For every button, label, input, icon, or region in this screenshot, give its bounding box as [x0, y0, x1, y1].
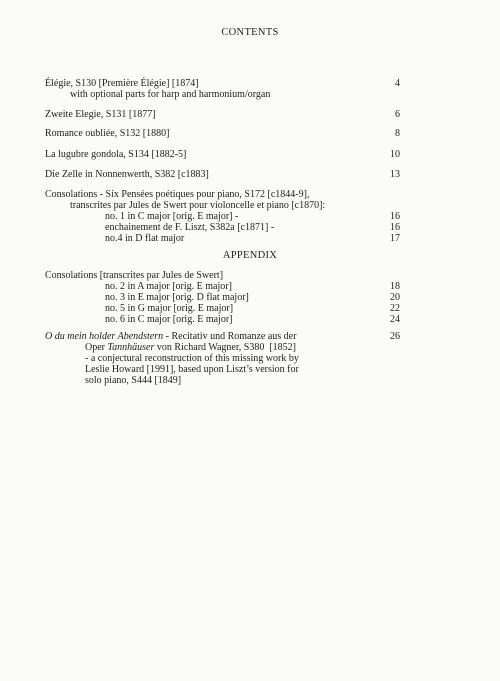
page-number: 24 — [390, 314, 400, 325]
item-label: no. 2 in A major [orig. E major] — [105, 281, 232, 292]
text-fragment: Oper — [85, 342, 108, 353]
entry-note: solo piano, S444 [1849] — [85, 375, 182, 386]
item-label: no.4 in D flat major — [105, 233, 185, 244]
entry-romance-oubliee — [45, 128, 400, 139]
item-label: no. 6 in C major [orig. E major] — [105, 314, 233, 325]
appendix-entry-abendstern — [45, 331, 400, 386]
appendix-entry-consolations — [45, 270, 400, 325]
entry-title-text: Élégie, S130 [Première Élégie] [1874] — [45, 78, 199, 89]
entry-title — [45, 331, 400, 342]
item-label: enchainement de F. Liszt, S382a [c1871] - — [105, 222, 275, 233]
page-number: 18 — [390, 281, 400, 292]
page-number: 16 — [390, 222, 400, 233]
entry-title-italic: O du mein holder Abendstern — [45, 331, 164, 342]
item-label: no. 3 in E major [orig. D flat major] — [105, 292, 249, 303]
entry-elegie — [45, 78, 400, 100]
page-number: 4 — [395, 78, 400, 89]
entry-subtitle: with optional parts for harp and harmonium/organ — [70, 89, 271, 100]
entry-note: - a conjectural reconstruction of this missing work by — [85, 353, 299, 364]
appendix-heading: APPENDIX — [222, 250, 278, 261]
entry-title-text: Die Zelle in Nonnenwerth, S382 [c1883] — [45, 169, 209, 180]
page-number: 6 — [395, 109, 400, 120]
list-item — [45, 292, 400, 303]
page-number: 20 — [390, 292, 400, 303]
entry-title-text: Consolations [transcrites par Jules de Swert] — [45, 270, 224, 281]
opera-title-italic: Tannhäuser — [107, 342, 155, 353]
page-number: 8 — [395, 128, 400, 139]
entry-title — [45, 78, 400, 89]
page-number: 17 — [390, 233, 400, 244]
item-label: no. 1 in C major [orig. E major] - — [105, 211, 239, 222]
entry-zweite-elegie — [45, 109, 400, 120]
entry-subtitle: transcrites par Jules de Swert pour violoncelle et piano [c1870]: — [70, 200, 326, 211]
list-item — [45, 233, 400, 244]
list-item — [45, 211, 400, 222]
entry-note: Leslie Howard [1991], based upon Liszt’s version for — [85, 364, 299, 375]
contents-heading: CONTENTS — [221, 27, 279, 38]
item-label: no. 5 in G major [orig. E major] — [105, 303, 234, 314]
page-number: 16 — [390, 211, 400, 222]
page-number: 13 — [390, 169, 400, 180]
entry-consolations — [45, 189, 400, 244]
entry-lugubre-gondola — [45, 149, 400, 160]
list-item — [45, 303, 400, 314]
entry-title-text: - Recitativ und Romanze aus der — [163, 331, 297, 342]
list-item — [45, 314, 400, 325]
list-item — [45, 281, 400, 292]
entry-title-text: La lugubre gondola, S134 [1882-5] — [45, 149, 187, 160]
entry-subtitle — [45, 342, 400, 353]
entry-zelle-nonnenwerth — [45, 169, 400, 180]
page-number: 10 — [390, 149, 400, 160]
entry-title-text: Romance oubliée, S132 [1880] — [45, 128, 170, 139]
text-fragment: von Richard Wagner, S380 [1852] — [154, 342, 297, 353]
list-item — [45, 222, 400, 233]
entry-title-text: Zweite Elegie, S131 [1877] — [45, 109, 156, 120]
page-number: 22 — [390, 303, 400, 314]
page-number: 26 — [390, 331, 400, 342]
entry-title-text: Consolations - Six Pensées poétiques pour piano, S172 [c1844-9], — [45, 189, 310, 200]
